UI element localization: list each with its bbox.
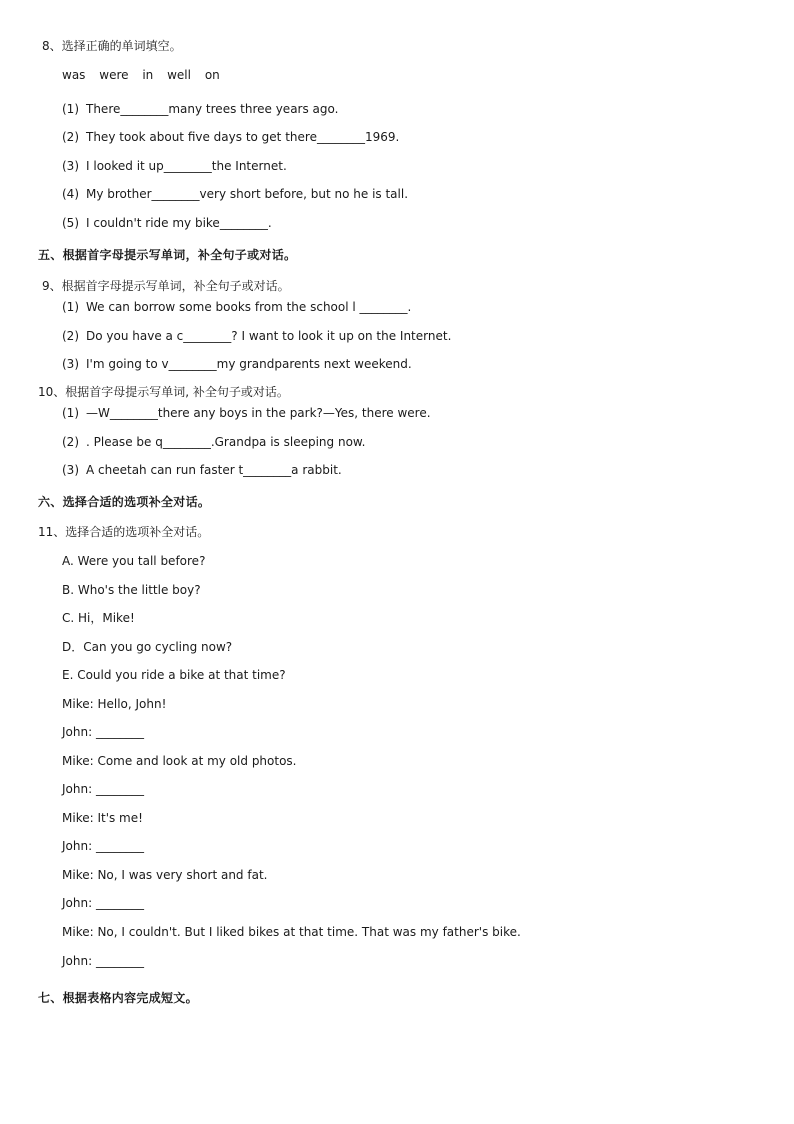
item-number: (3) bbox=[62, 357, 79, 371]
word-bank-item: in bbox=[142, 68, 154, 82]
section-6-heading: 六、选择合适的选项补全对话。 bbox=[38, 495, 211, 509]
item-text: My brother________very short before, but no he is tall. bbox=[86, 187, 409, 201]
item-number: (3) bbox=[62, 159, 79, 173]
q11-option-e: E. Could you ride a bike at that time? bbox=[62, 668, 286, 682]
item-number: (2) bbox=[62, 130, 79, 144]
dialogue-line: John: ________ bbox=[62, 782, 144, 796]
dialogue-line: Mike: Come and look at my old photos. bbox=[62, 754, 297, 768]
q9-item-1 bbox=[62, 299, 411, 315]
q10-item-3 bbox=[62, 462, 342, 478]
dialogue-line: John: ________ bbox=[62, 896, 144, 910]
q10-item-2 bbox=[62, 434, 365, 450]
dialogue-line: John: ________ bbox=[62, 954, 144, 968]
dialogue-line: John: ________ bbox=[62, 839, 144, 853]
item-number: (1) bbox=[62, 406, 79, 420]
word-bank-item: well bbox=[167, 68, 191, 82]
q11-option-b: B. Who's the little boy? bbox=[62, 583, 201, 597]
dialogue-line: John: ________ bbox=[62, 725, 144, 739]
item-text: A cheetah can run faster t________a rabbit. bbox=[86, 463, 342, 477]
section-5-heading: 五、根据首字母提示写单词，补全句子或对话。 bbox=[38, 248, 297, 262]
q8-item-2 bbox=[62, 129, 399, 145]
q9-item-2 bbox=[62, 328, 451, 344]
item-text: I'm going to v________my grandparents next weekend. bbox=[86, 357, 412, 371]
item-number: (1) bbox=[62, 102, 79, 116]
item-number: (5) bbox=[62, 216, 79, 230]
item-text: They took about five days to get there________1969. bbox=[86, 130, 400, 144]
item-number: (4) bbox=[62, 187, 79, 201]
item-text: I couldn't ride my bike________. bbox=[86, 216, 272, 230]
q11-option-c: C. Hi，Mike! bbox=[62, 611, 135, 625]
item-number: (3) bbox=[62, 463, 79, 477]
word-bank-item: was bbox=[62, 68, 86, 82]
dialogue-line: Mike: No, I couldn't. But I liked bikes at that time. That was my father's bike. bbox=[62, 925, 521, 939]
q11-option-a: A. Were you tall before? bbox=[62, 554, 206, 568]
dialogue-line: Mike: Hello, John! bbox=[62, 697, 167, 711]
word-bank-item: were bbox=[99, 68, 129, 82]
q11-title: 11、选择合适的选项补全对话。 bbox=[38, 525, 210, 539]
q8-word-bank bbox=[62, 67, 230, 83]
item-number: (2) bbox=[62, 435, 79, 449]
q8-item-1 bbox=[62, 101, 338, 117]
item-text: We can borrow some books from the school l ________. bbox=[86, 300, 412, 314]
dialogue-line: Mike: No, I was very short and fat. bbox=[62, 868, 268, 882]
q8-item-4 bbox=[62, 186, 408, 202]
item-text: —W________there any boys in the park?—Yes, there were. bbox=[86, 406, 431, 420]
item-text: Do you have a c________? I want to look it up on the Internet. bbox=[86, 329, 452, 343]
q11-option-d: D．Can you go cycling now? bbox=[62, 640, 233, 654]
word-bank-item: on bbox=[204, 68, 220, 82]
item-text: There________many trees three years ago. bbox=[86, 102, 339, 116]
item-text: . Please be q________.Grandpa is sleeping now. bbox=[86, 435, 366, 449]
item-number: (2) bbox=[62, 329, 79, 343]
q10-title: 10、根据首字母提示写单词, 补全句子或对话。 bbox=[38, 385, 289, 399]
q10-item-1 bbox=[62, 405, 431, 421]
dialogue-line: Mike: It's me! bbox=[62, 811, 143, 825]
item-text: I looked it up________the Internet. bbox=[86, 159, 287, 173]
q8-item-5 bbox=[62, 215, 272, 231]
item-number: (1) bbox=[62, 300, 79, 314]
q8-title: 8、选择正确的单词填空。 bbox=[42, 39, 182, 53]
q8-item-3 bbox=[62, 158, 287, 174]
section-7-heading: 七、根据表格内容完成短文。 bbox=[38, 991, 198, 1005]
q9-title: 9、根据首字母提示写单词，补全句子或对话。 bbox=[42, 279, 290, 293]
q9-item-3 bbox=[62, 356, 412, 372]
